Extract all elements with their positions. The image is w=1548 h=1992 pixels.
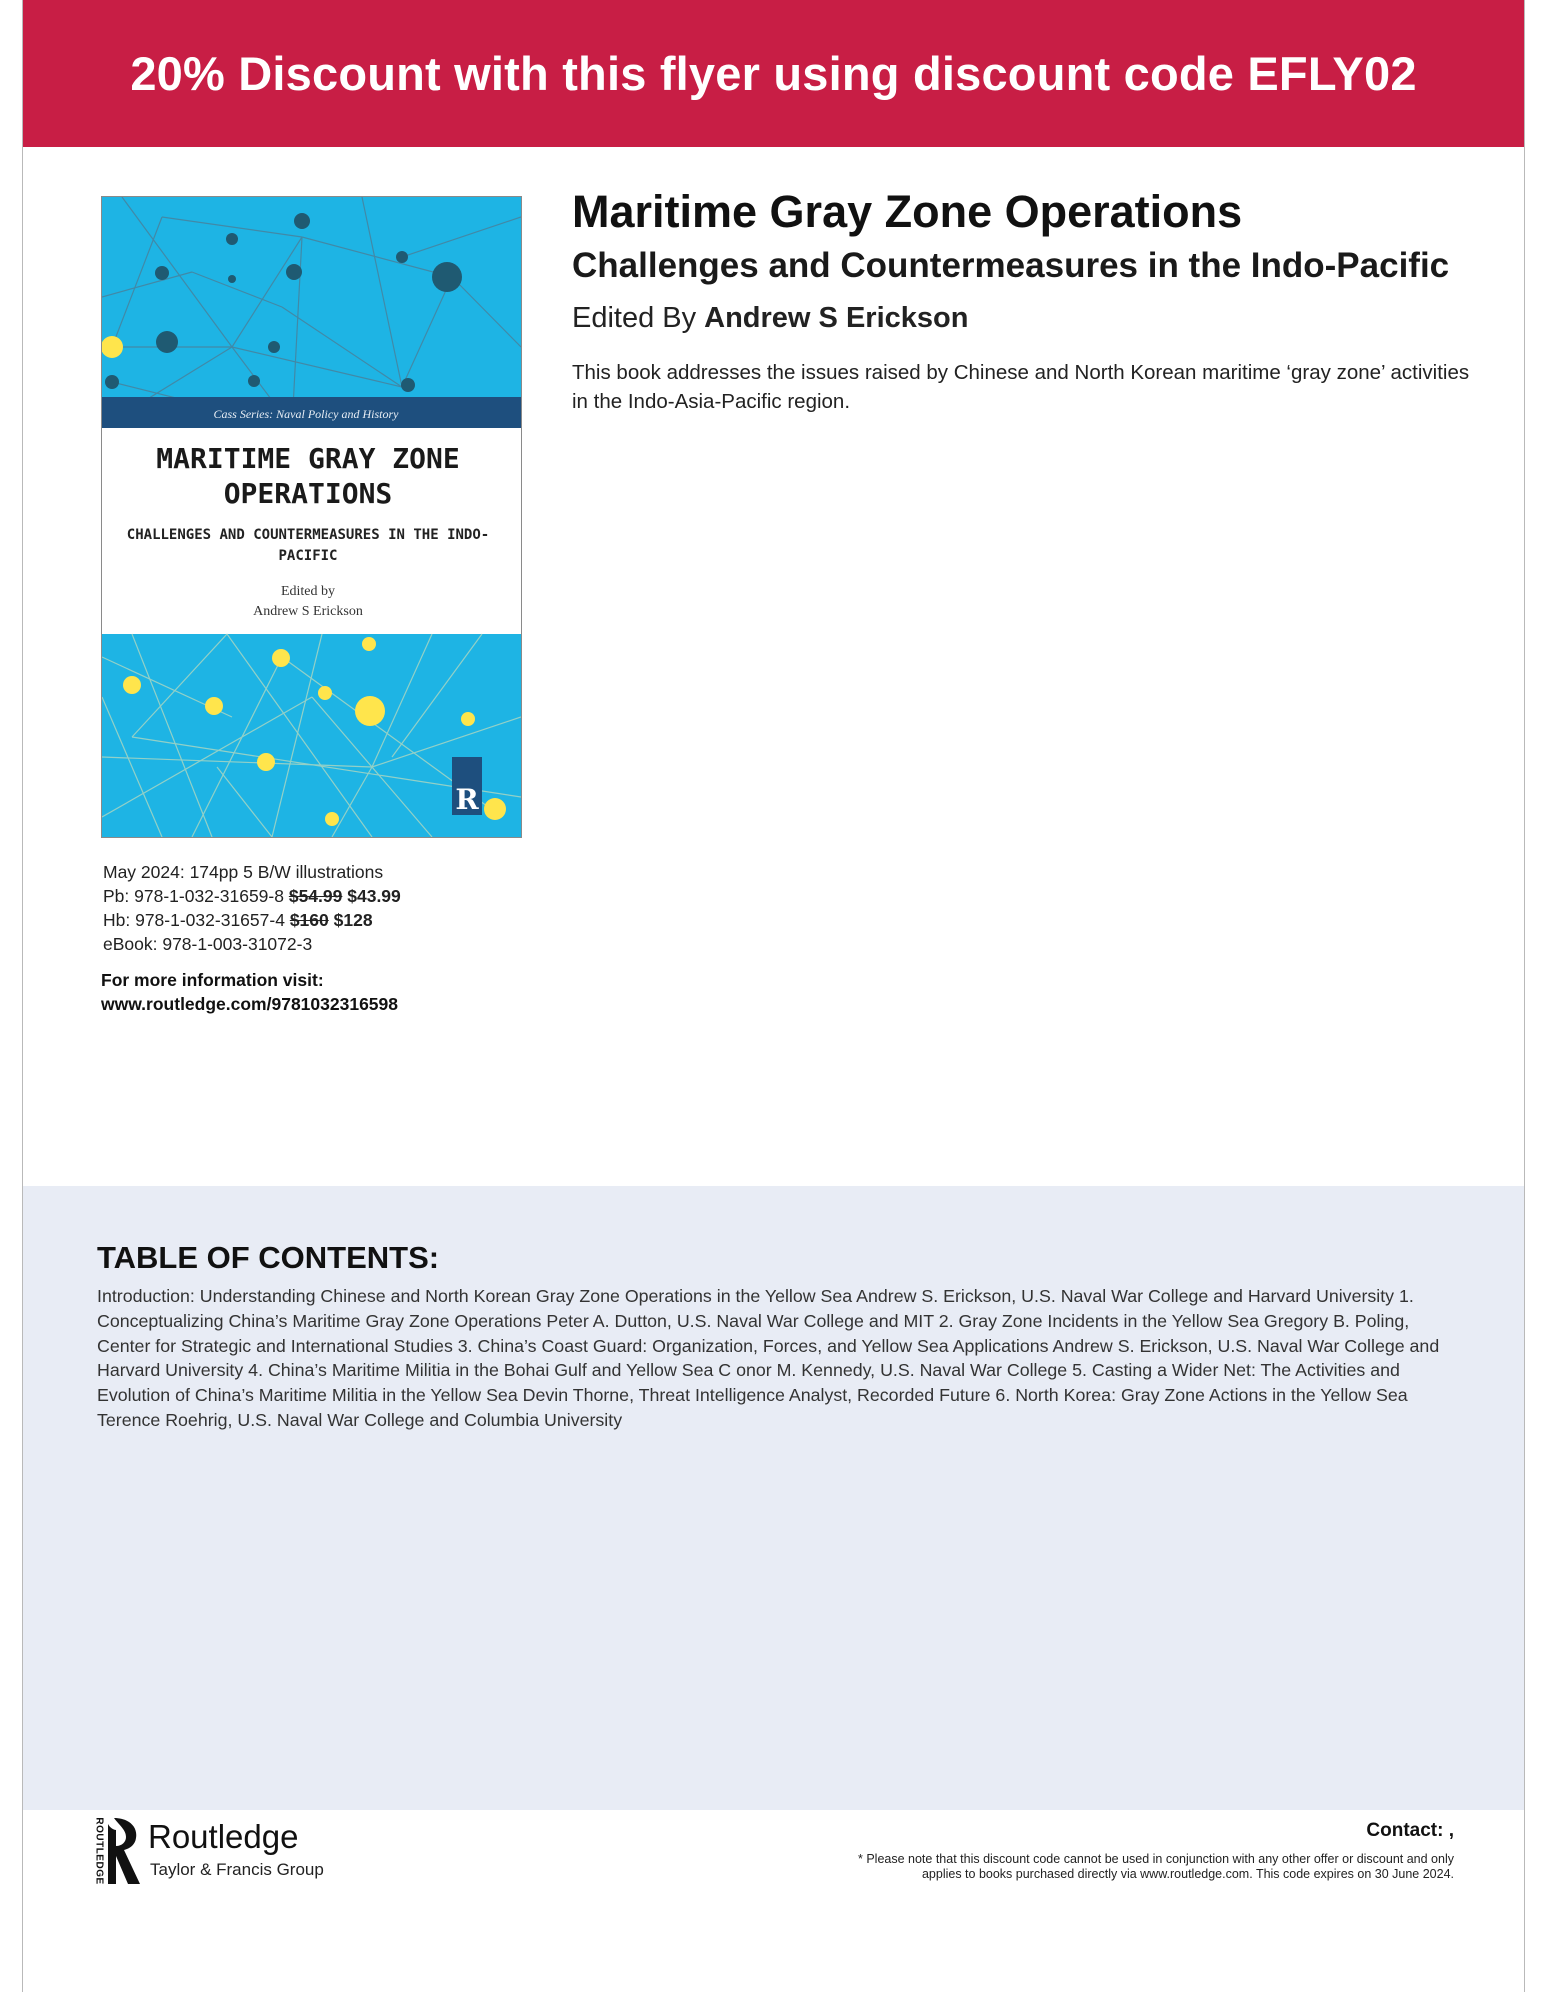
book-cover-art [102,197,521,837]
more-info-label: For more information visit: [101,970,324,990]
more-info [101,968,398,1016]
cover-title-line2: OPERATIONS [223,477,393,510]
book-subtitle: Challenges and Countermeasures in the Indo-Pacific [572,246,1450,285]
page-border-right [1524,0,1525,1992]
cover-title-line1: MARITIME GRAY ZONE [156,442,460,475]
toc-heading: TABLE OF CONTENTS: [97,1240,440,1275]
book-details [103,860,401,956]
edited-by-label: Edited By [572,302,697,334]
hardback-new-price: $128 [333,910,373,930]
book-title: Maritime Gray Zone Operations [572,186,1243,237]
paperback-line [103,884,401,908]
logo-vertical-wordmark: ROUTLEDGE [93,1817,105,1885]
paperback-old-price: $54.99 [288,886,343,906]
discount-note-line2: applies to books purchased directly via www.routledge.com. This code expires on 30 June 2024. [921,1867,1454,1881]
book-editor [572,302,968,335]
hardback-line [103,908,401,932]
cover-editor: Andrew S Erickson [253,604,363,619]
hardback-old-price: $160 [289,910,329,930]
cover-publisher-mark: R [455,783,479,816]
toc-body: Introduction: Understanding Chinese and North Korean Gray Zone Operations in the Yellow Sea Andrew S. Erickson, U.S. Naval War College and Harvard University 1. Conceptualizing China’s Maritime Gray Zone Operations Peter A. Dutton, U.S. Naval War College and MIT 2. Gray Zone Incidents in the Yellow Sea Gregory B. Poling, Center for Strategic and International Studies 3. China’s Coast Guard: Organization, Forces, and Yellow Sea Applications Andrew S. Erickson, U.S. Naval War College and Harvard University 4. China’s Maritime Militia in the Bohai Gulf and Yellow Sea C onor M. Kennedy, U.S. Naval War College 5. Casting a Wider Net: The Activities and Evolution of China’s Maritime Militia in the Yellow Sea Devin Thorne, Threat Intelligence Analyst, Recorded Future 6. North Korea: Gray Zone Actions in the Yellow Sea Terence Roehrig, U.S. Naval War College and Columbia University [97,1286,1440,1430]
publication-line: May 2024: 174pp 5 B/W illustrations [103,862,384,882]
routledge-logo [92,1816,352,1888]
book-cover [101,196,522,838]
discount-note-line1: * Please note that this discount code cannot be used in conjunction with any other offer or discount and only [858,1852,1454,1866]
book-description: This book addresses the issues raised by Chinese and North Korean maritime ‘gray zone’ activities in the Indo-Asia-Pacific region. [572,361,1470,413]
discount-banner-text: 20% Discount with this flyer using discount code EFLY02 [130,47,1417,100]
hardback-isbn: Hb: 978-1-032-31657-4 [103,910,285,930]
more-info-link[interactable]: www.routledge.com/9781032316598 [101,994,399,1014]
cover-subtitle-line1: CHALLENGES AND COUNTERMEASURES IN THE INDO- [126,527,490,543]
ebook-line: eBook: 978-1-003-31072-3 [103,934,313,954]
cover-edited-by: Edited by [280,584,336,599]
cover-subtitle-line2: PACIFIC [278,548,338,564]
toc-section [23,1186,1524,1810]
routledge-head-icon [106,1816,146,1886]
logo-group: Taylor & Francis Group [150,1860,324,1879]
contact-label: Contact: , [1366,1820,1454,1841]
logo-name: Routledge [148,1818,299,1855]
paperback-isbn: Pb: 978-1-032-31659-8 [103,886,284,906]
discount-note [754,1852,1454,1882]
paperback-new-price: $43.99 [347,886,401,906]
cover-series: Cass Series: Naval Policy and History [213,407,399,421]
discount-banner [23,0,1524,147]
editor-name: Andrew S Erickson [704,302,969,334]
